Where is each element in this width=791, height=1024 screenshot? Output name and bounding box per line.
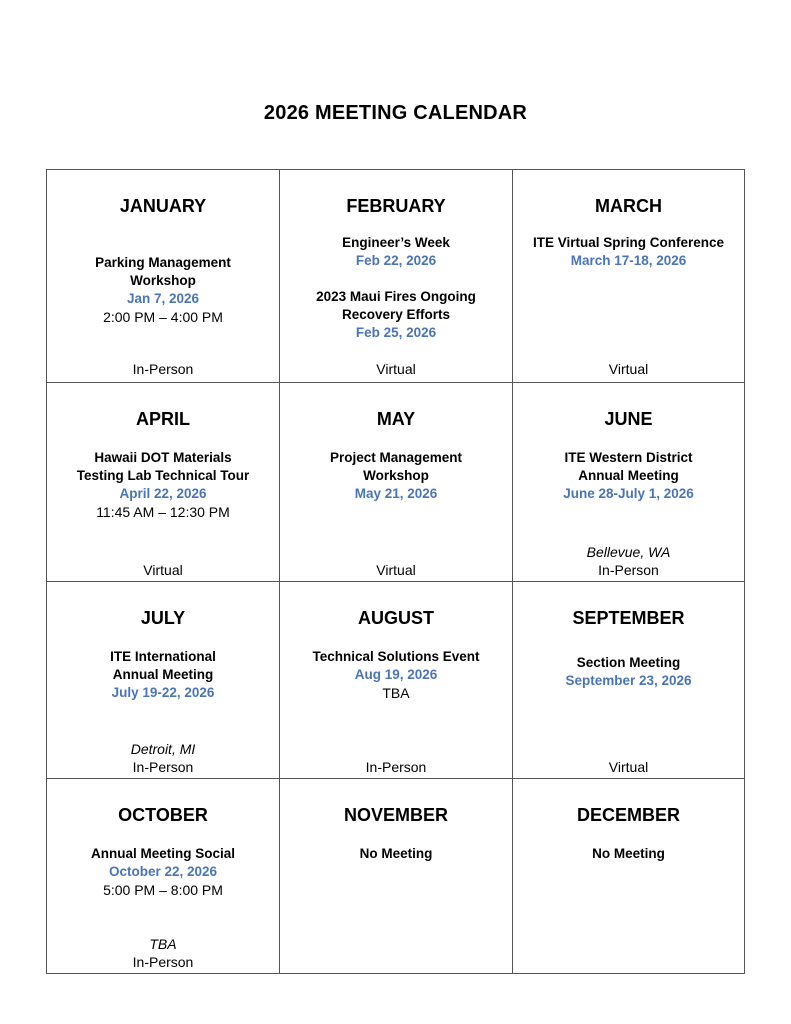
month-name: DECEMBER — [576, 805, 680, 825]
event-date: October 22, 2026 — [108, 864, 218, 879]
event-format: In-Person — [365, 759, 427, 775]
month-cell-august — [280, 582, 512, 778]
event-list — [280, 449, 512, 503]
month-name: MARCH — [595, 196, 662, 216]
event-format: Virtual — [376, 562, 416, 578]
event-title: Recovery Efforts — [341, 307, 451, 322]
event-format: In-Person — [132, 759, 194, 775]
event-time: TBA — [382, 685, 410, 701]
event-place: Bellevue, WA — [586, 544, 671, 560]
event-title: Parking Management — [95, 255, 231, 270]
event-format: In-Person — [598, 562, 659, 578]
event-title: Section Meeting — [576, 655, 681, 670]
month-cell-may — [280, 383, 512, 581]
event-title: ITE Western District — [564, 450, 693, 465]
month-cell-december — [513, 779, 744, 973]
event-time: 2:00 PM – 4:00 PM — [103, 309, 223, 325]
event-place: Detroit, MI — [130, 741, 196, 757]
month-name: AUGUST — [358, 608, 434, 628]
month-cell-september — [513, 582, 744, 778]
event-list — [280, 648, 512, 702]
event-list — [513, 654, 744, 690]
month-cell-april — [47, 383, 279, 581]
event-date: July 19-22, 2026 — [111, 685, 215, 700]
event-place: TBA — [149, 936, 177, 952]
event-title: Annual Meeting — [578, 468, 679, 483]
event-title: ITE Virtual Spring Conference — [532, 235, 725, 250]
event-format: In-Person — [132, 954, 194, 970]
month-name: JANUARY — [119, 196, 207, 216]
event-list — [280, 845, 512, 863]
event-list — [280, 234, 512, 342]
event-title: Project Management — [329, 450, 463, 465]
event-title: Annual Meeting — [112, 667, 214, 682]
event-title: Workshop — [363, 468, 429, 483]
event-date: March 17-18, 2026 — [570, 253, 687, 268]
event-date: Feb 22, 2026 — [355, 253, 437, 268]
month-name: JUNE — [604, 409, 653, 429]
month-cell-october — [47, 779, 279, 973]
event-date: September 23, 2026 — [565, 673, 692, 688]
month-cell-february — [280, 170, 512, 382]
event-title: 2023 Maui Fires Ongoing — [316, 289, 476, 304]
event-list — [513, 845, 744, 863]
event-format: Virtual — [608, 361, 649, 377]
event-date: May 21, 2026 — [354, 486, 438, 501]
location-block — [47, 561, 279, 579]
event-title: Testing Lab Technical Tour — [76, 468, 250, 483]
month-cell-march — [513, 170, 744, 382]
event-time: 5:00 PM – 8:00 PM — [103, 882, 223, 898]
event-date: Feb 25, 2026 — [355, 325, 437, 340]
event-format: Virtual — [608, 759, 649, 775]
event-title: ITE International — [110, 649, 216, 664]
calendar-grid — [46, 169, 745, 974]
location-block — [513, 758, 744, 776]
month-cell-november — [280, 779, 512, 973]
page-title: 2026 MEETING CALENDAR — [263, 102, 528, 124]
event-date: April 22, 2026 — [119, 486, 207, 501]
event-list — [47, 648, 279, 702]
location-block — [513, 543, 744, 579]
event-spacer — [280, 270, 512, 288]
location-block — [47, 935, 279, 971]
event-title: No Meeting — [359, 846, 433, 861]
location-block — [280, 561, 512, 579]
month-cell-january — [47, 170, 279, 382]
month-name: JULY — [140, 608, 186, 628]
month-name: FEBRUARY — [346, 196, 446, 216]
event-title: No Meeting — [592, 846, 665, 861]
event-list — [47, 845, 279, 899]
event-list — [513, 449, 744, 503]
location-block — [280, 758, 512, 776]
month-name: OCTOBER — [118, 805, 208, 825]
location-block — [47, 360, 279, 378]
event-format: Virtual — [376, 361, 416, 377]
location-block — [47, 740, 279, 776]
event-date: Jan 7, 2026 — [126, 291, 200, 306]
event-date: Aug 19, 2026 — [354, 667, 438, 682]
location-block — [513, 360, 744, 378]
month-name: NOVEMBER — [343, 805, 448, 825]
event-title: Annual Meeting Social — [90, 846, 236, 861]
event-title: Engineer’s Week — [342, 235, 450, 250]
month-cell-july — [47, 582, 279, 778]
event-format: Virtual — [143, 562, 183, 578]
month-cell-june — [513, 383, 744, 581]
event-title: Hawaii DOT Materials — [94, 450, 232, 465]
month-name: SEPTEMBER — [572, 608, 685, 628]
event-format: In-Person — [132, 361, 194, 377]
event-list — [47, 449, 279, 521]
event-title: Workshop — [130, 273, 196, 288]
month-name: APRIL — [136, 409, 190, 429]
month-name: MAY — [376, 409, 416, 429]
event-date: June 28-July 1, 2026 — [563, 486, 694, 501]
event-list — [513, 234, 744, 270]
event-time: 11:45 AM – 12:30 PM — [96, 504, 230, 520]
event-title: Technical Solutions Event — [312, 649, 480, 664]
event-list — [47, 254, 279, 326]
location-block — [280, 360, 512, 378]
